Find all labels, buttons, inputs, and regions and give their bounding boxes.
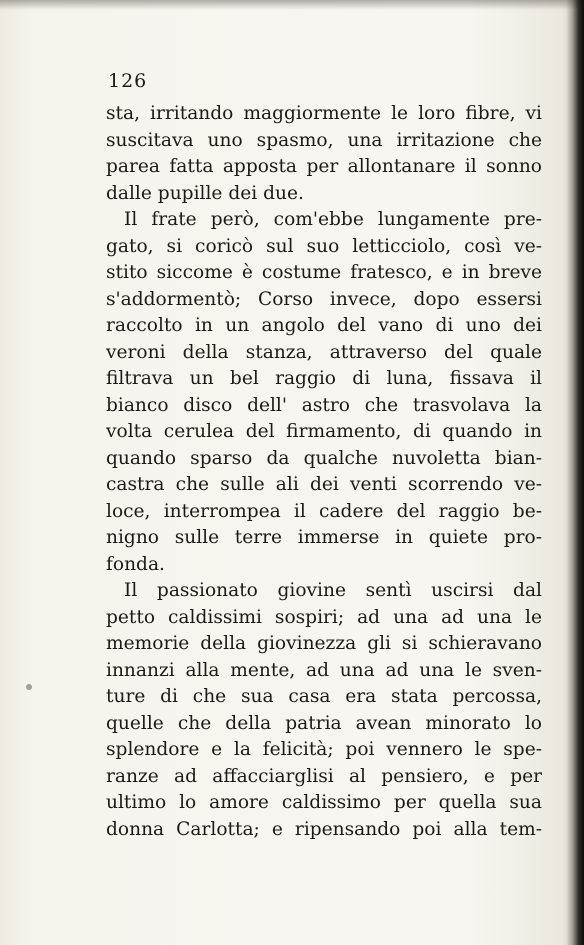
text-line: stito siccome è costume fratesco, e in breve: [106, 262, 542, 283]
ink-speck: [26, 684, 32, 690]
text-line: loce, interrompea il cadere del raggio be-: [106, 500, 542, 522]
text-line: ultimo lo amore caldissimo per quella sua: [106, 792, 542, 813]
text-line: volta cerulea del firmamento, di quando in: [106, 421, 542, 442]
text-line: parea fatta apposta per allontanare il sonno: [106, 156, 542, 177]
text-line: petto caldissimi sospiri; ad una ad una le: [106, 606, 542, 628]
body-text: [106, 101, 542, 843]
text-line: splendore e la felicità; poi vennero le spe-: [106, 739, 542, 760]
text-line: quelle che della patria avean minorato lo: [106, 712, 542, 734]
text-line: nigno sulle terre immerse in quiete pro-: [106, 527, 542, 548]
page-number: 126: [108, 70, 148, 92]
text-line: filtrava un bel raggio di luna, fissava il: [106, 368, 542, 389]
text-line: s'addormentò; Corso invece, dopo essersi: [106, 288, 542, 310]
text-line: Il frate però, com'ebbe lungamente pre-: [124, 209, 542, 230]
text-line: castra che sulle ali dei venti scorrendo ve-: [106, 474, 542, 495]
text-line: ranze ad affacciarglisi al pensiero, e per: [106, 765, 542, 787]
book-spine-shadow: [566, 0, 584, 945]
text-line: fonda.: [106, 553, 165, 575]
text-line: veroni della stanza, attraverso del quale: [106, 341, 542, 363]
text-line: donna Carlotta; e ripensando poi alla tem-: [106, 818, 542, 840]
text-line: memorie della giovinezza gli si schieravano: [106, 633, 542, 654]
text-line: innanzi alla mente, ad una ad una le sven-: [106, 659, 542, 681]
text-line: Il passionato giovine sentì uscirsi dal: [124, 580, 542, 601]
text-line: raccolto in un angolo del vano di uno dei: [106, 315, 542, 336]
text-line: ture di che sua casa era stata percossa,: [106, 686, 542, 707]
text-line: sta, irritando maggiormente le loro fibre, vi: [106, 103, 542, 124]
text-line: quando sparso da qualche nuvoletta bian-: [106, 447, 542, 469]
page-top-shadow: [0, 0, 584, 10]
text-line: bianco disco dell' astro che trasvolava la: [106, 394, 542, 416]
text-line: dalle pupille dei due.: [106, 182, 304, 204]
text-line: gato, si coricò sul suo letticciolo, così ve-: [106, 235, 542, 257]
text-line: suscitava uno spasmo, una irritazione che: [106, 129, 542, 151]
